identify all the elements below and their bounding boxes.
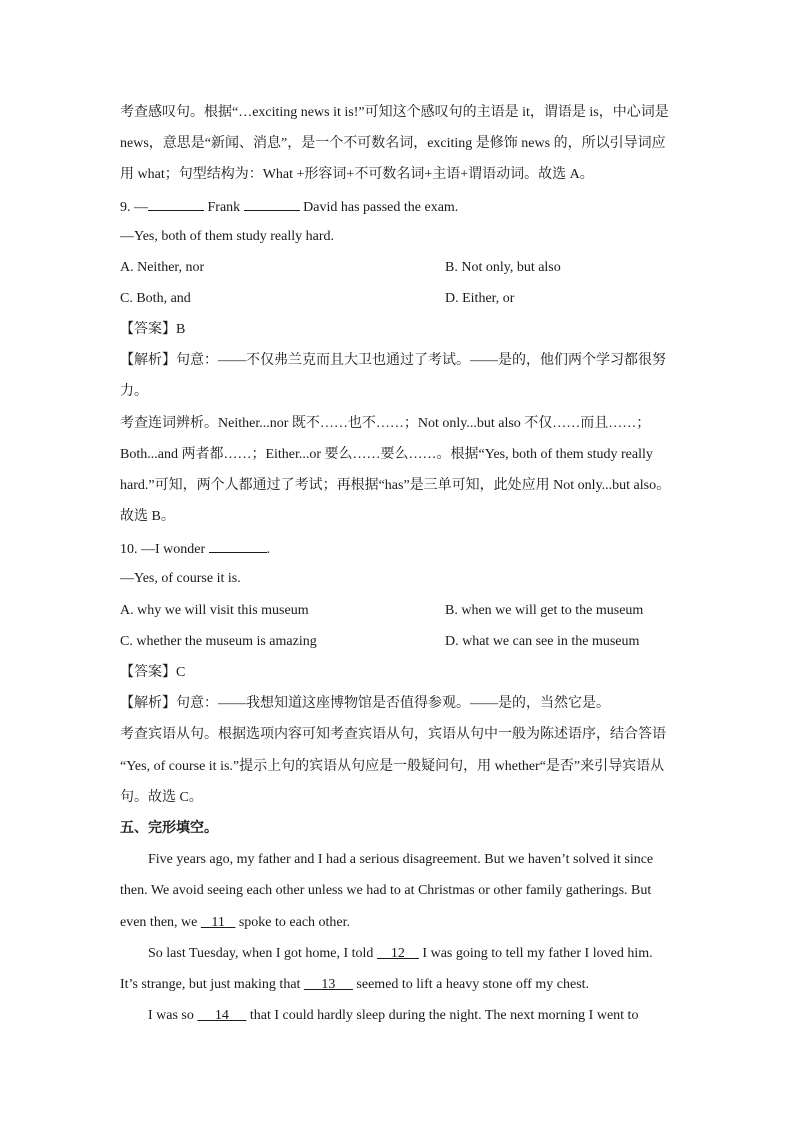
q9-option-d: D. Either, or — [445, 291, 515, 306]
q9-analysis-5: hard.”可知，两个人都通过了考试；再根据“has”是三单可知，此处应用 Not only...but also。 — [120, 478, 671, 493]
cloze-p3-line-1 — [148, 1006, 668, 1026]
cloze-p3-pre: I was so — [148, 1008, 198, 1023]
q10-analysis-4: 句。故选 C。 — [120, 790, 203, 805]
q10-option-c: C. whether the museum is amazing — [120, 634, 317, 649]
q10-analysis-1: 【解析】句意：——我想知道这座博物馆是否值得参观。——是的，当然它是。 — [120, 696, 610, 711]
cloze-p1-line-2: then. We avoid seeing each other unless we had to at Christmas or other family gatherings. But — [120, 883, 652, 898]
q9-option-a: A. Neither, nor — [120, 260, 205, 275]
q9-analysis-2: 力。 — [120, 384, 148, 399]
q10-answer: 【答案】C — [120, 665, 186, 680]
cloze-p2-pre: So last Tuesday, when I got home, I told — [148, 946, 377, 961]
q10-reply: —Yes, of course it is. — [120, 571, 241, 586]
cloze-p2-l2-post: seemed to lift a heavy stone off my chest. — [352, 977, 590, 992]
cloze-p2-post: I was going to tell my father I loved him. — [418, 946, 653, 961]
cloze-p1-line-3 — [120, 913, 668, 933]
section-heading: 五、完形填空。 — [120, 821, 218, 836]
q9-analysis-4: Both...and 两者都……；Either...or 要么……要么……。根据“Yes, both of them study really — [120, 447, 653, 462]
q10-analysis-3: “Yes, of course it is.”提示上句的宾语从句应是一般疑问句，用 whether“是否”来引导宾语从 — [120, 759, 665, 774]
q10-blank — [209, 538, 267, 553]
cloze-p1-post: spoke to each other. — [235, 915, 351, 930]
q10-stem-prefix: 10. —I wonder — [120, 542, 209, 557]
q9-option-c: C. Both, and — [120, 291, 191, 306]
q9-blank-2 — [244, 196, 300, 211]
cloze-p2-line-2 — [120, 975, 668, 995]
cloze-blank-11: 11 — [211, 915, 225, 930]
q9-option-b: B. Not only, but also — [445, 260, 561, 275]
cloze-p2-line-1 — [148, 944, 668, 964]
q9-stem-mid2: David has passed the exam. — [299, 200, 459, 215]
q9-answer: 【答案】B — [120, 322, 186, 337]
q10-stem — [120, 538, 668, 560]
q9-stem-mid1: Frank — [204, 200, 244, 215]
cloze-p1-line-1: Five years ago, my father and I had a serious disagreement. But we haven’t solved it since — [148, 852, 654, 867]
q9-blank-1 — [148, 196, 204, 211]
cloze-p3-post: that I could hardly sleep during the night. The next morning I went to — [246, 1008, 639, 1023]
q9-analysis-6: 故选 B。 — [120, 509, 175, 524]
q9-stem — [120, 196, 668, 218]
intro-line-3: 用 what；句型结构为：What +形容词+不可数名词+主语+谓语动词。故选 A。 — [120, 167, 594, 182]
q10-option-d: D. what we can see in the museum — [445, 634, 640, 649]
cloze-blank-14: 14 — [214, 1008, 229, 1023]
q10-option-a: A. why we will visit this museum — [120, 603, 309, 618]
cloze-p2-l2-pre: It’s strange, but just making that — [120, 977, 304, 992]
cloze-blank-12: 12 — [390, 946, 405, 961]
q10-stem-suffix: . — [266, 542, 271, 557]
intro-line-1: 考查感叹句。根据“…exciting news it is!”可知这个感叹句的主语是 it，谓语是 is，中心词是 — [120, 105, 669, 120]
q9-stem-prefix: 9. — — [120, 200, 148, 215]
q9-reply: —Yes, both of them study really hard. — [120, 229, 334, 244]
q10-analysis-2: 考查宾语从句。根据选项内容可知考查宾语从句，宾语从句中一般为陈述语序，结合答语 — [120, 727, 666, 742]
q10-option-b: B. when we will get to the museum — [445, 603, 644, 618]
q9-analysis-3: 考查连词辨析。Neither...nor 既不……也不……；Not only...but also 不仅……而且……； — [120, 416, 651, 431]
intro-line-2: news，意思是“新闻、消息”，是一个不可数名词，exciting 是修饰 news 的，所以引导词应 — [120, 136, 666, 151]
cloze-p1-pre: even then, we — [120, 915, 201, 930]
cloze-blank-13: 13 — [321, 977, 336, 992]
q9-analysis-1: 【解析】句意：——不仅弗兰克而且大卫也通过了考试。——是的，他们两个学习都很努 — [120, 353, 666, 368]
